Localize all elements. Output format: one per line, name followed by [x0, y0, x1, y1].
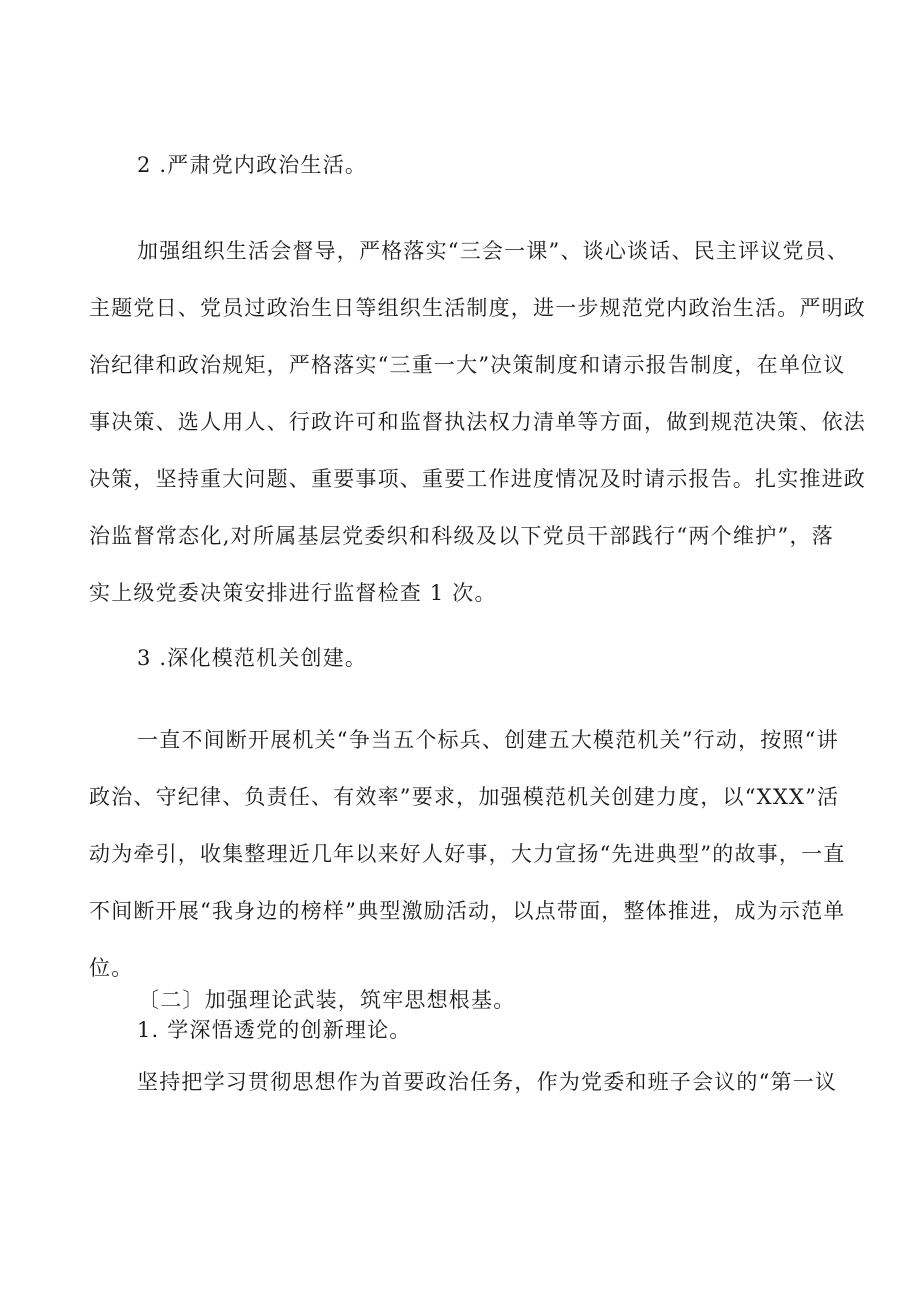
paragraph-2-line-4: 不间断开展“我身边的榜样”典型激励活动，以点带面，整体推进，成为示范单	[89, 899, 846, 923]
section-heading-2: 〔二〕加强理论武装，筑牢思想根基。	[138, 988, 516, 1012]
paragraph-1-line-6: 治监督常态化,对所属基层党委织和科级及以下党员干部践行“两个维护”，落	[89, 524, 834, 548]
paragraph-1-line-4: 事决策、选人用人、行政许可和监督执法权力清单等方面，做到规范决策、依法	[89, 410, 866, 434]
paragraph-2-line-5: 位。	[89, 956, 134, 980]
heading-1: 1. 学深悟透党的创新理论。	[137, 1018, 412, 1042]
paragraph-1-line-7: 实上级党委决策安排进行监督检查 1 次。	[89, 581, 497, 605]
heading-3: 3 .深化模范机关创建。	[137, 646, 368, 670]
paragraph-1-line-3: 治纪律和政治规矩，严格落实“三重一大”决策制度和请示报告制度，在单位议	[89, 353, 846, 377]
paragraph-3-line-1: 坚持把学习贯彻思想作为首要政治任务，作为党委和班子会议的“第一议	[137, 1070, 838, 1094]
paragraph-2-line-1: 一直不间断开展机关“争当五个标兵、创建五大模范机关”行动，按照“讲	[137, 728, 839, 752]
paragraph-1-line-5: 决策，坚持重大问题、重要事项、重要工作进度情况及时请示报告。扎实推进政	[89, 467, 866, 491]
paragraph-2-line-2: 政治、守纪律、负责任、有效率”要求，加强模范机关创建力度，以“XXX”活	[89, 785, 840, 809]
paragraph-1-line-1: 加强组织生活会督导，严格落实“三会一课”、谈心谈话、民主评议党员、	[137, 239, 850, 263]
paragraph-1-line-2: 主题党日、党员过政治生日等组织生活制度，进一步规范党内政治生活。严明政	[89, 296, 866, 320]
paragraph-2-line-3: 动为牵引，收集整理近几年以来好人好事，大力宣扬“先进典型”的故事，一直	[89, 842, 846, 866]
heading-2: 2 .严肃党内政治生活。	[137, 153, 368, 177]
